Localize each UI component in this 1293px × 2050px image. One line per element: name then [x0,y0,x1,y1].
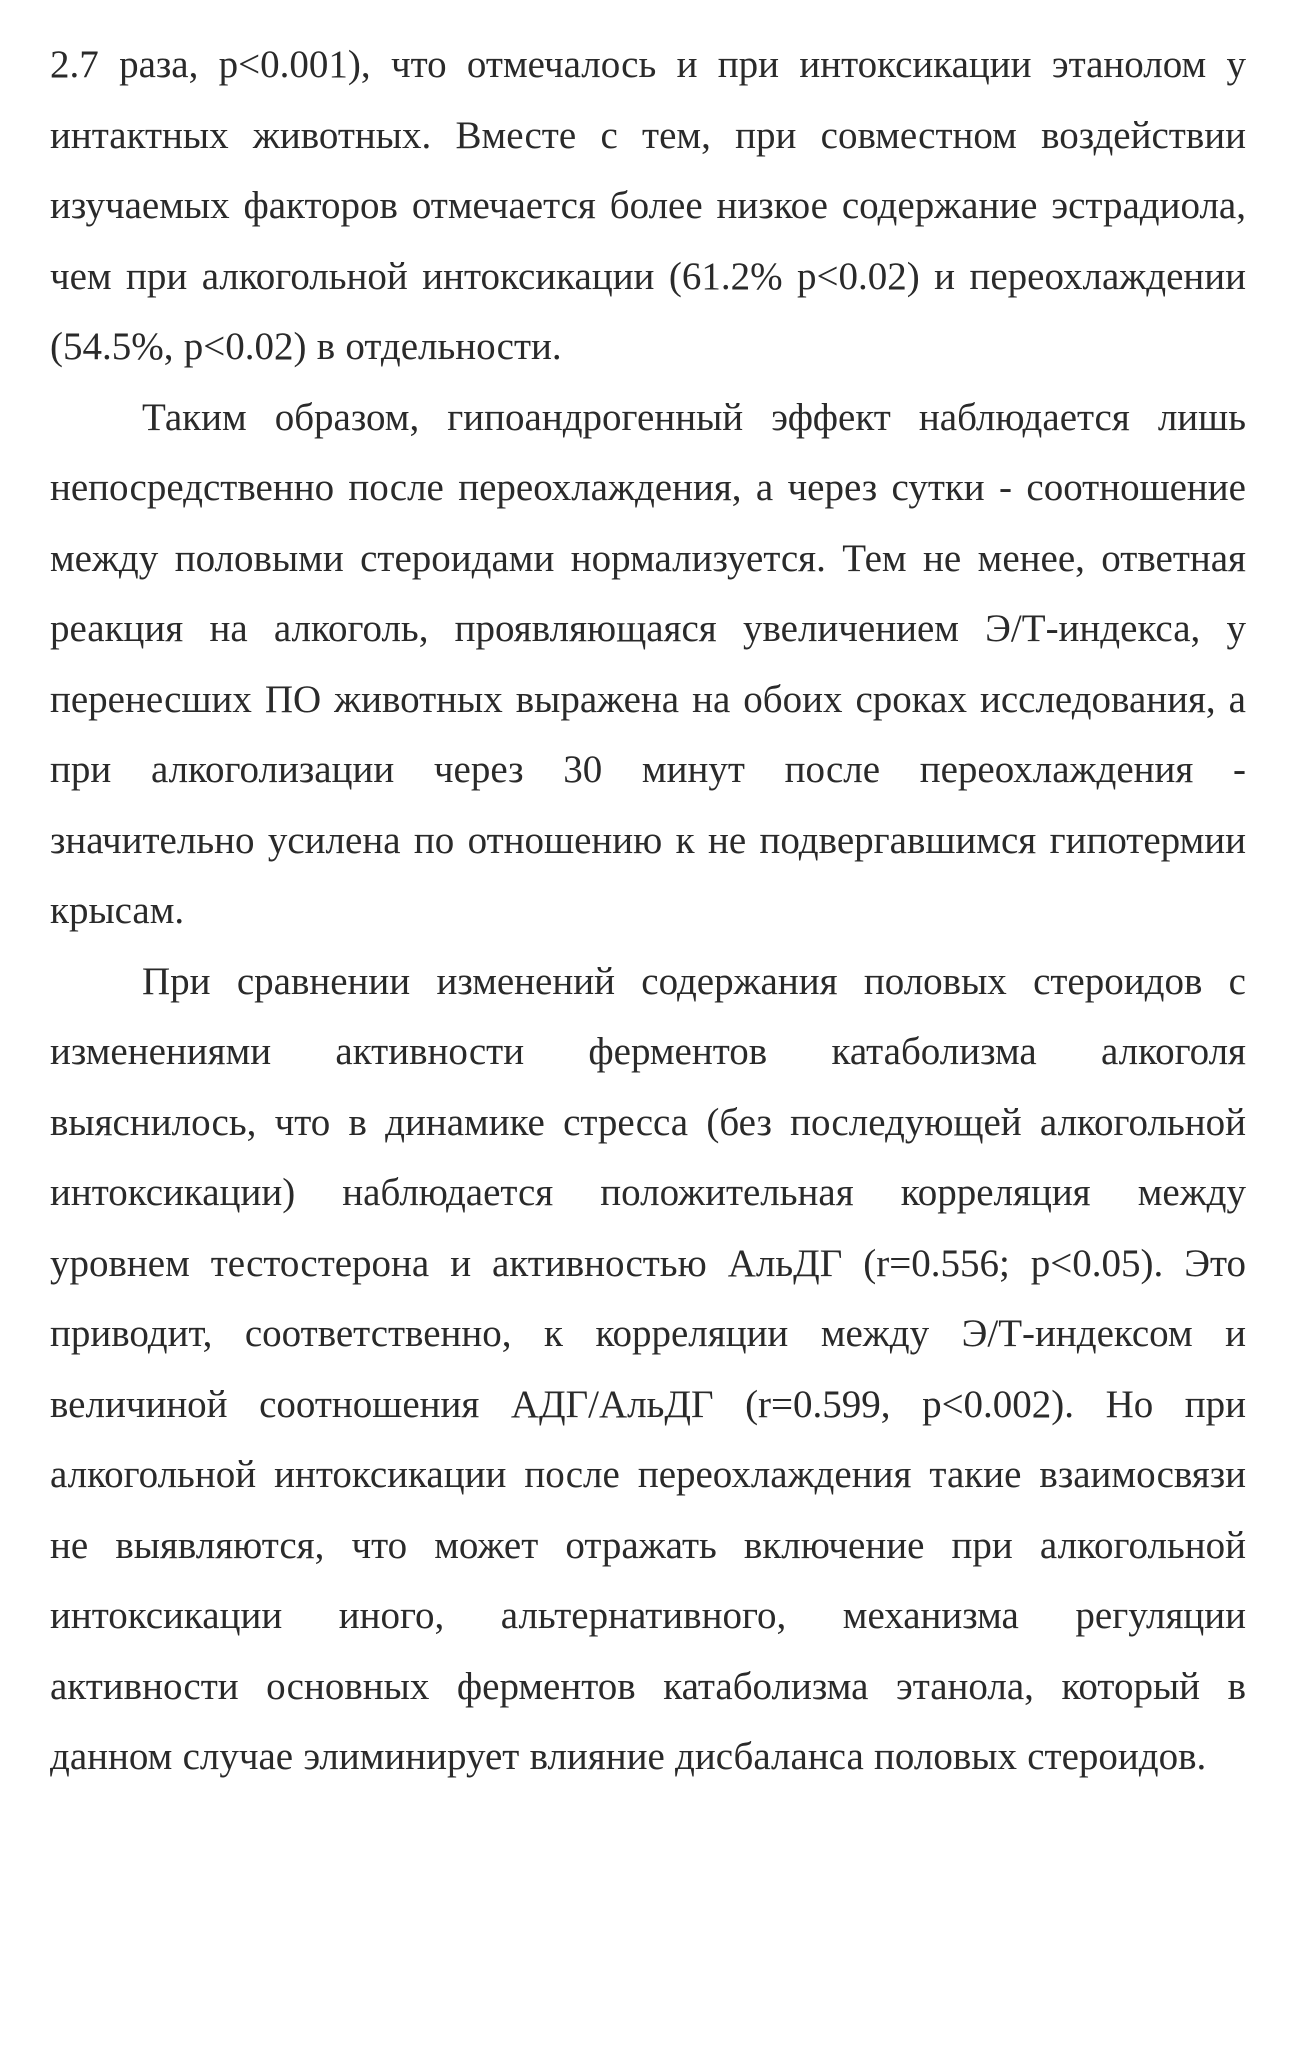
paragraph-hypoandrogenic-effect: Таким образом, гипоандрогенный эффект наблюдается лишь непосредственно после переохлаждения, а через сутки - соотношение между половыми стероидами нормализуется. Тем не менее, ответная реакция на алкоголь, проявляющаяся увеличением Э/Т-индекса, у перенесших ПО животных выражена на обоих сроках исследования, а при алкоголизации через 30 минут после переохлаждения - значительно усилена по отношению к не подвергавшимся гипотермии крысам. [50,395,1246,932]
paragraph-steroid-correlation: При сравнении изменений содержания половых стероидов с изменениями активности ферментов катаболизма алкоголя выяснилось, что в динамике стресса (без последующей алкогольной интоксикации) наблюдается положительная корреляция между уровнем тестостерона и активностью АльДГ (r=0.556; р<0.05). Это приводит, соответственно, к корреляции между Э/Т-индексом и величиной соотношения АДГ/АльДГ (r=0.599, р<0.002). Но при алкогольной интоксикации после переохлаждения такие взаимосвязи не выявляются, что может отражать включение при алкогольной интоксикации иного, альтернативного, механизма регуляции активности основных ферментов катаболизма этанола, который в данном случае элиминирует влияние дисбаланса половых стероидов. [50,959,1246,1778]
paragraph-continuation: 2.7 раза, р<0.001), что отмечалось и при интоксикации этанолом у интактных животных. Вместе с тем, при совместном воздействии изучаемых факторов отмечается более низкое содержание эстрадиола, чем при алкогольной интоксикации (61.2% р<0.02) и переохлаждении (54.5%, р<0.02) в отдельности. [50,43,1246,368]
document-page [50,30,1246,1793]
